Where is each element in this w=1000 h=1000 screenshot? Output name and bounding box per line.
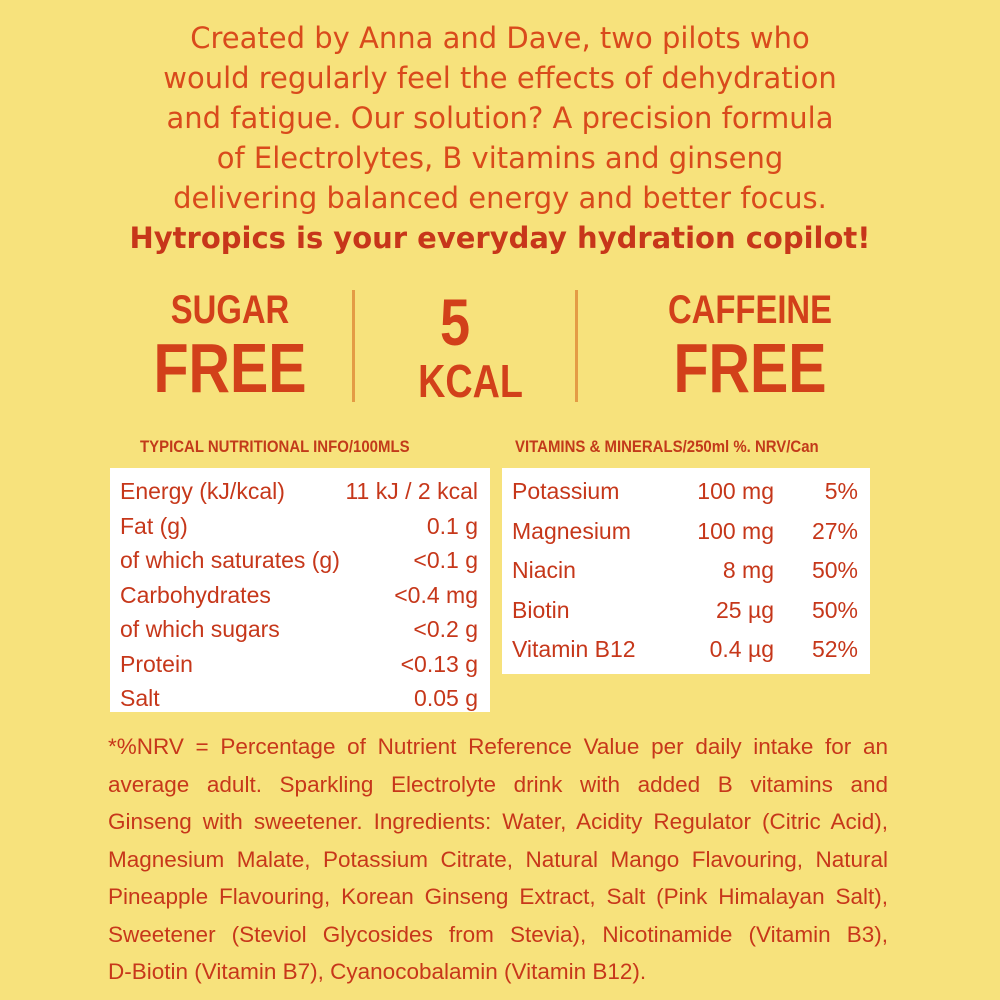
kcal-value: 5: [439, 285, 471, 359]
nutrition-title: TYPICAL NUTRITIONAL INFO/100MLS: [140, 437, 410, 456]
intro-line: would regularly feel the effects of dehydration: [163, 61, 837, 95]
vitamins-title: VITAMINS & MINERALS/250ml %. NRV/Can: [515, 437, 819, 456]
footer-line: Ginseng with sweetener. Ingredients: Water, Acidity Regulator (Citric Acid),: [108, 809, 888, 834]
intro-text: [40, 18, 960, 258]
nutrition-row: [110, 543, 490, 578]
vitamin-amount: 0.4 µg: [709, 636, 774, 662]
vitamin-label: Vitamin B12: [512, 636, 636, 662]
nutrient-value: 0.05 g: [414, 685, 478, 711]
nutrient-label: of which sugars: [120, 616, 280, 642]
nutrient-value: <0.4 mg: [394, 581, 478, 608]
sugar-label: SUGAR: [170, 288, 290, 332]
vitamin-nrv: 27%: [811, 517, 858, 544]
kcal-unit: KCAL: [418, 355, 523, 407]
nutrition-row: [110, 474, 490, 509]
footer-line: average adult. Sparkling Electrolyte drink with added B vitamins and: [108, 771, 888, 797]
vitamin-label: Potassium: [512, 478, 620, 504]
intro-line: of Electrolytes, B vitamins and ginseng: [216, 141, 784, 175]
nutrient-label: Energy (kJ/kcal): [120, 478, 285, 504]
footer-line: Pineapple Flavouring, Korean Ginseng Extract, Salt (Pink Himalayan Salt),: [108, 884, 888, 909]
vitamin-label: Biotin: [512, 596, 570, 623]
footer-line: D-Biotin (Vitamin B7), Cyanocobalamin (Vitamin B12).: [108, 959, 647, 984]
vitamin-amount: 8 mg: [722, 557, 774, 583]
vitamin-row: [502, 472, 870, 512]
kcal-claim: [402, 285, 523, 407]
intro-line: delivering balanced energy and better focus.: [173, 181, 827, 215]
vitamin-label: Niacin: [512, 557, 576, 583]
ingredients-text: [108, 728, 888, 991]
vitamin-row: [502, 630, 870, 670]
claims-row: [120, 285, 880, 408]
nutrition-row: [110, 681, 490, 716]
caffeine-free-label: FREE: [673, 329, 827, 407]
vitamin-row: [502, 512, 870, 552]
nutrition-row: [110, 647, 490, 682]
vitamin-nrv: 50%: [811, 596, 858, 623]
nutrient-label: Protein: [120, 650, 193, 677]
vitamins-table: [502, 468, 870, 674]
nutrition-table: [110, 468, 490, 712]
sugar-free-label: FREE: [153, 329, 307, 407]
nutrient-label: of which saturates (g): [120, 547, 340, 573]
intro-line: and fatigue. Our solution? A precision formula: [166, 101, 834, 135]
nutrient-value: <0.2 g: [413, 616, 478, 642]
nutrition-row: [110, 578, 490, 613]
nutrient-value: <0.13 g: [400, 650, 478, 677]
sugar-free-claim: [148, 288, 312, 407]
nutrient-value: <0.1 g: [413, 547, 478, 573]
tagline: Hytropics is your everyday hydration copilot!: [129, 221, 871, 255]
footer-line: *%NRV = Percentage of Nutrient Reference Value per daily intake for an: [108, 734, 888, 759]
nutrient-label: Carbohydrates: [120, 581, 271, 608]
claim-divider: [575, 290, 578, 402]
vitamin-amount: 25 µg: [715, 596, 774, 623]
nutrient-value: 0.1 g: [426, 512, 478, 539]
vitamin-label: Magnesium: [512, 517, 631, 544]
nutrient-label: Salt: [120, 685, 160, 711]
vitamin-nrv: 52%: [811, 636, 858, 662]
vitamin-amount: 100 mg: [697, 517, 774, 544]
vitamin-row: [502, 551, 870, 591]
nutrition-row: [110, 509, 490, 544]
nutrient-label: Fat (g): [120, 512, 188, 539]
nutrition-row: [110, 612, 490, 647]
vitamin-nrv: 50%: [811, 557, 858, 583]
footer-line: Sweetener (Steviol Glycosides from Stevia), Nicotinamide (Vitamin B3),: [108, 921, 888, 947]
claim-divider: [352, 290, 355, 402]
intro-line: Created by Anna and Dave, two pilots who: [190, 21, 810, 55]
footer-line: Magnesium Malate, Potassium Citrate, Natural Mango Flavouring, Natural: [108, 846, 888, 872]
vitamin-amount: 100 mg: [697, 478, 774, 504]
caffeine-free-claim: [643, 288, 856, 407]
caffeine-label: CAFFEINE: [668, 288, 832, 332]
vitamin-row: [502, 591, 870, 631]
nutrient-value: 11 kJ / 2 kcal: [345, 478, 478, 504]
vitamin-nrv: 5%: [824, 478, 858, 504]
